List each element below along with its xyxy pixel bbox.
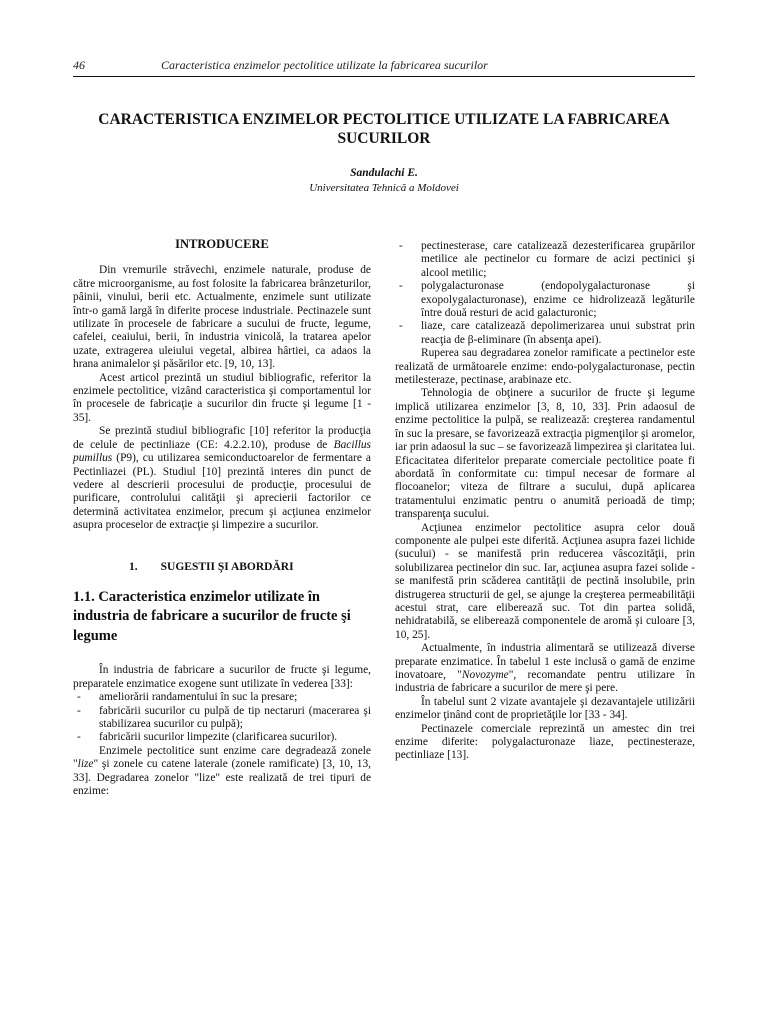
- paragraph: Acest articol prezintă un studiul bibliografic, referitor la enzimele pectolitice, vizând caracteristica şi comportamentul lor în procesele de fabricaţie a sucurilor din fructe şi legume [1 - 35].: [73, 371, 371, 424]
- list-marker: -: [77, 691, 81, 704]
- list-text: fabricării sucurilor cu pulpă de tip nectaruri (macerarea şi stabilizarea sucurilor cu pulpă);: [99, 704, 371, 731]
- paragraph: [73, 425, 371, 532]
- list-marker: -: [77, 731, 81, 744]
- left-column: [73, 238, 371, 799]
- list-marker: -: [399, 280, 403, 293]
- list-item: [73, 705, 371, 732]
- right-column: [395, 240, 695, 763]
- text-run: Enzimele pectolitice sunt enzime care degradează zonele ": [73, 744, 371, 771]
- list-text: pectinesterase, care catalizează dezesterificarea grupărilor metilice ale pectinelor cu formare de acizi pectinici şi alcool metilic;: [421, 240, 695, 279]
- page-number: 46: [73, 58, 85, 72]
- list-item: [395, 320, 695, 347]
- running-header: [73, 58, 695, 77]
- list-item: [73, 691, 371, 704]
- list-text: liaze, care catalizează depolimerizarea unui substrat prin reacţia de β-eliminare (în absenţa apei).: [421, 320, 695, 346]
- intro-heading: INTRODUCERE: [175, 237, 269, 251]
- paragraph: Ruperea sau degradarea zonelor ramificate a pectinelor este realizată de următoarele enzime: endo-polygalacturonase, pectin metilesteraze, pectinase, arabinaze etc.: [395, 347, 695, 387]
- list-text: ameliorării randamentului în suc la presare;: [99, 691, 298, 704]
- subsection-heading: 1.1. Caracteristica enzimelor utilizate în industria de fabricare a sucurilor de fructe şi legume: [73, 588, 351, 644]
- list-item: [73, 731, 371, 744]
- paragraph: În industria de fabricare a sucurilor de fructe şi legume, preparatele enzimatice exogene sunt utilizate în vederea [33]:: [73, 664, 371, 690]
- author-affiliation: Universitatea Tehnică a Moldovei: [309, 182, 459, 194]
- text-run: (P9), cu utilizarea semiconductoarelor de fermentare a Pectinliazei (PL). Studiul [10] prezintă interes din punct de vedere al descrierii procesului de producţie, procesului de purificare, controlului calităţii şi aprecierii factorilor ce determină activitatea enzimelor, precum şi acţiunea enzimelor asupra proceselor de extracţie şi limpezire a sucurilor.: [73, 452, 371, 532]
- list-item: [395, 240, 695, 280]
- list-marker: -: [77, 704, 81, 717]
- text-run: Actualmente, în industria alimentară se utilizează diverse preparate enzimatice. În tabelul 1 este inclusă o gamă de enzime inovatoare, ": [395, 642, 695, 681]
- list-marker: -: [399, 320, 403, 333]
- paragraph: Acţiunea enzimelor pectolitice asupra celor două componente ale pulpei este diferită. Acţiunea asupra fazei lichide (sucului) - se manifestă prin reducerea vâscozităţii, prin solubilizarea pectinelor din suc. Iar, acţiunea asupra fazei solide - se manifestă prin scăderea cantităţii de pectină insolubile, prin distrugerea structurii de gel, se ajunge la creşterea permeabilităţii acestui strat, care eliberează suc. Tot din partea solidă, nehidratabilă, se eliberează componentele de aromă şi culoare [3, 10, 25].: [395, 521, 695, 641]
- text-run: " şi zonele cu catene laterale (zonele ramificate) [3, 10, 13, 33]. Degradarea zonelor "lize" este realizată de trei tipuri de enzime:: [73, 758, 371, 798]
- paragraph: Din vremurile străvechi, enzimele naturale, produse de către microorganisme, au fost folosite la fabricarea brânzeturilor, pâinii, vinului, berii etc. Actualmente, enzimele sunt utilizate într-o gamă largă în diferite procese industriale. Pectinazele sunt utilizate în procesele de fabricare a sucului de fructe, legume, cafelei, ceaiului, berii, în industria vinicolă, la tratarea apelor uzate, extragerea uleiului vegetal, albirea hârtiei, ca adaos la hrana animalelor şi păsărilor etc. [9, 10, 13].: [73, 264, 371, 371]
- text-run: Se prezintă studiul bibliografic [10] referitor la producţia de celule de pectinliaze (CE: 4.2.2.10), produse de: [73, 425, 371, 451]
- species-name: Bacillus pumillus: [73, 438, 371, 465]
- list-text: polygalacturonase (endopolygalacturonase şi exopolygalacturonase), enzime ce hidrolizează legăturile între două resturi de acid galacturonic;: [421, 280, 695, 320]
- text-run: ", recomandate pentru utilizare în industria de fabricare a sucurilor de mere şi pere.: [395, 669, 695, 695]
- paragraph: În tabelul sunt 2 vizate avantajele şi dezavantajele utilizării enzimelor ţinând cont de proprietăţile lor [33 - 34].: [395, 695, 695, 722]
- article-author: Sandulachi E.: [350, 167, 418, 179]
- list-marker: -: [399, 240, 403, 252]
- running-title: Caracteristica enzimelor pectolitice utilizate la fabricarea sucurilor: [161, 58, 488, 72]
- paragraph: Pectinazele comerciale reprezintă un amestec din trei enzime diferite: polygalacturonaze liaze, pectinesteraze, pectinliaze [13].: [395, 722, 695, 762]
- article-title: CARACTERISTICA ENZIMELOR PECTOLITICE UTILIZATE LA FABRICAREA SUCURILOR: [98, 111, 670, 147]
- paragraph: Tehnologia de obţinere a sucurilor de fructe şi legume implică utilizarea enzimelor [3, 8, 10, 33]. Prin adaosul de enzime pectolitice la pulpă, se realizează: creşterea randamentul în suc la presare, se favorizează extracţia pigmenţilor şi aromelor, iar prin adaosul la suc – se favorizează limpezirea şi claritatea lui. Eficacitatea diferitelor preparate comerciale pectolitice poate fi abordată în conformitate cu: timpul necesar de formare al flocoanelor; viteza de filtrare a sucului, după aplicarea tratamentului enzimatic pentru o anumită perioadă de timp; transparenţa sucului.: [395, 387, 695, 521]
- paragraph: [73, 745, 371, 799]
- paragraph: [395, 642, 695, 696]
- brand-name: Novozyme: [461, 669, 509, 681]
- term-lize: lize: [77, 758, 94, 771]
- list-item: [395, 280, 695, 320]
- section-heading: 1. SUGESTII ŞI ABORDĂRI: [129, 560, 294, 573]
- list-text: fabricării sucurilor limpezite (clarificarea sucurilor).: [99, 731, 338, 744]
